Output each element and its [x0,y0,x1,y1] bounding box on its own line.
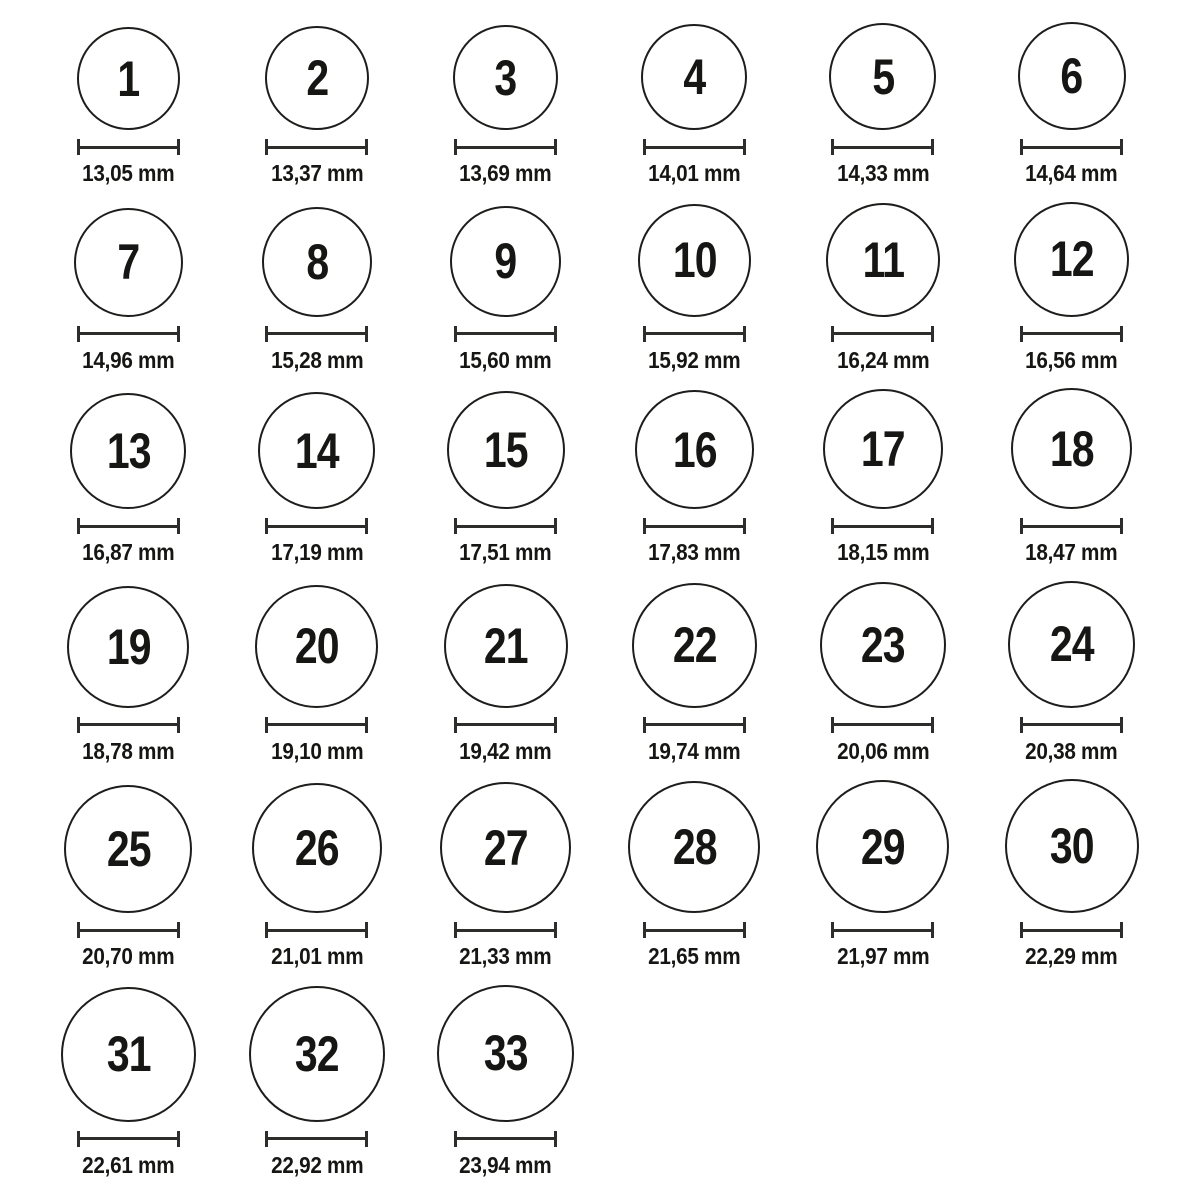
ring-size-number: 3 [494,49,517,106]
diameter-measure-line [643,717,746,733]
measure-line-bar [268,1137,365,1140]
ring-size-number: 24 [1049,616,1094,673]
measure-line-bar [834,525,931,528]
ring-size-number: 23 [860,616,905,673]
measure-line-bar [80,723,177,726]
ring-size-item [1005,779,1139,971]
measure-line-bar [834,929,931,932]
diameter-label: 15,60 mm [459,346,552,373]
diameter-label: 20,70 mm [82,943,175,970]
ring-circle [1005,779,1139,913]
measure-line-bar [457,525,554,528]
measure-line-bar [80,1137,177,1140]
diameter-measure-line [265,1131,368,1147]
diameter-measure-line [1020,922,1123,938]
measure-line-bar [834,332,931,335]
diameter-measure-line [265,717,368,733]
ring-size-item [61,987,196,1180]
diameter-measure-line [643,139,746,155]
diameter-label: 17,51 mm [459,539,552,566]
ring-circle [262,207,372,317]
diameter-measure-line [454,326,557,342]
ring-size-number: 27 [483,819,528,876]
measure-line-bar [268,146,365,149]
ring-size-item [1014,202,1129,375]
diameter-label: 19,74 mm [648,737,741,764]
ring-size-number: 29 [860,818,905,875]
ring-circle [249,986,385,1122]
measure-line-bar [457,929,554,932]
diameter-label: 15,92 mm [648,346,741,373]
measure-line-bar [80,332,177,335]
diameter-measure-line [77,326,180,342]
measure-line-bar [1023,525,1120,528]
diameter-label: 13,69 mm [459,160,552,186]
ring-size-number: 26 [294,820,339,877]
ring-size-item [826,203,940,375]
diameter-measure-line [265,139,368,155]
ring-size-item [1008,581,1135,766]
ring-circle [440,782,571,913]
diameter-label: 21,97 mm [836,943,930,970]
measure-line-bar [1023,723,1120,726]
diameter-measure-line [265,326,368,342]
ring-size-number: 9 [494,233,517,290]
diameter-measure-line [265,922,368,938]
ring-size-number: 8 [305,233,328,290]
ring-size-item [74,208,183,375]
diameter-measure-line [454,922,557,938]
ring-size-number: 5 [871,48,894,105]
diameter-label: 21,65 mm [648,943,741,970]
ring-size-item [1018,22,1126,188]
ring-size-item [70,393,186,567]
measure-line-bar [80,929,177,932]
ring-circle [638,204,751,317]
diameter-label: 22,92 mm [270,1151,364,1178]
diameter-measure-line [77,922,180,938]
measure-line-bar [646,929,743,932]
diameter-label: 14,33 mm [836,160,930,186]
ring-size-number: 1 [117,50,140,107]
measure-line-bar [646,146,743,149]
diameter-label: 18,78 mm [82,737,175,764]
diameter-measure-line [454,1131,557,1147]
ring-circle [77,27,180,130]
ring-circle [67,586,189,708]
ring-size-number: 28 [672,819,717,876]
ring-size-number: 12 [1049,231,1094,288]
ring-size-number: 31 [106,1026,151,1083]
diameter-label: 20,06 mm [836,737,930,764]
ring-size-number: 15 [483,422,528,479]
ring-size-number: 17 [860,421,905,478]
ring-size-number: 6 [1060,48,1083,104]
ring-size-item [77,27,180,188]
ring-size-number: 25 [106,821,151,878]
diameter-measure-line [831,518,934,534]
ring-circle [70,393,186,509]
measure-line-bar [457,723,554,726]
ring-size-number: 19 [106,618,151,675]
diameter-measure-line [1020,326,1123,342]
ring-circle [628,781,760,913]
ring-size-number: 10 [672,232,717,289]
ring-circle [64,785,192,913]
diameter-label: 14,96 mm [82,346,175,373]
diameter-measure-line [1020,518,1123,534]
ring-circle [823,389,943,509]
ring-size-number: 20 [294,618,339,675]
diameter-label: 13,37 mm [270,160,364,186]
ring-size-item [829,23,936,188]
ring-size-item [67,586,189,766]
ring-circle [265,26,369,130]
ring-size-number: 4 [683,49,706,105]
diameter-measure-line [831,922,934,938]
ring-size-item [440,782,571,971]
diameter-label: 18,15 mm [836,539,930,566]
diameter-label: 18,47 mm [1025,539,1118,566]
ring-size-number: 2 [305,50,328,106]
ring-size-item [265,26,369,188]
diameter-measure-line [77,1131,180,1147]
ring-size-item [638,204,751,375]
diameter-measure-line [643,326,746,342]
ring-circle [816,780,949,913]
ring-size-number: 18 [1049,420,1094,477]
diameter-label: 15,28 mm [270,346,364,373]
diameter-measure-line [831,139,934,155]
ring-size-item [437,985,574,1180]
diameter-measure-line [77,717,180,733]
measure-line-bar [646,723,743,726]
ring-size-number: 13 [106,423,151,480]
ring-size-item [64,785,192,971]
ring-circle [437,985,574,1122]
diameter-measure-line [454,518,557,534]
diameter-measure-line [454,139,557,155]
diameter-label: 23,94 mm [459,1151,552,1178]
ring-size-number: 7 [117,234,140,291]
diameter-label: 19,10 mm [270,737,364,764]
measure-line-bar [457,332,554,335]
measure-line-bar [646,332,743,335]
ring-size-item [820,582,946,766]
ring-circle [1008,581,1135,708]
ring-circle [641,24,747,130]
measure-line-bar [268,929,365,932]
ring-circle [826,203,940,317]
ring-size-item [258,392,375,567]
ring-size-item [816,780,949,971]
ring-size-item [823,389,943,567]
ring-size-number: 22 [672,617,717,674]
ring-size-item [628,781,760,971]
diameter-label: 22,29 mm [1025,943,1118,970]
diameter-label: 16,87 mm [82,539,175,566]
ring-circle [1018,22,1126,130]
ring-circle [252,783,382,913]
ring-size-item [1011,388,1132,567]
ring-circle [450,206,561,317]
diameter-label: 17,19 mm [270,539,364,566]
ring-circle [1011,388,1132,509]
diameter-measure-line [1020,139,1123,155]
diameter-label: 14,64 mm [1025,160,1118,186]
ring-size-item [255,585,378,766]
diameter-measure-line [1020,717,1123,733]
ring-size-number: 30 [1049,818,1094,875]
ring-size-item [635,390,754,567]
ring-circle [444,584,568,708]
diameter-measure-line [77,518,180,534]
diameter-label: 21,33 mm [459,943,552,970]
diameter-label: 22,61 mm [82,1151,175,1178]
diameter-measure-line [77,139,180,155]
ring-circle [820,582,946,708]
ring-size-number: 16 [672,421,717,478]
diameter-measure-line [831,326,934,342]
ring-size-item [632,583,757,766]
diameter-measure-line [831,717,934,733]
ring-circle [447,391,565,509]
ring-size-number: 33 [483,1025,528,1082]
measure-line-bar [268,723,365,726]
ring-size-number: 14 [294,422,339,479]
diameter-label: 20,38 mm [1025,737,1118,764]
ring-circle [635,390,754,509]
measure-line-bar [1023,332,1120,335]
diameter-measure-line [643,518,746,534]
ring-size-item [453,25,558,188]
ring-circle [255,585,378,708]
ring-circle [74,208,183,317]
ring-size-item [641,24,747,188]
measure-line-bar [268,332,365,335]
measure-line-bar [457,1137,554,1140]
measure-line-bar [646,525,743,528]
diameter-label: 13,05 mm [82,160,175,186]
diameter-label: 21,01 mm [270,943,364,970]
ring-size-number: 32 [294,1025,339,1082]
ring-circle [61,987,196,1122]
ring-size-item [252,783,382,971]
measure-line-bar [80,146,177,149]
ring-size-item [249,986,385,1180]
ring-circle [1014,202,1129,317]
diameter-label: 17,83 mm [648,539,741,566]
measure-line-bar [834,723,931,726]
diameter-label: 19,42 mm [459,737,552,764]
measure-line-bar [1023,146,1120,149]
diameter-measure-line [454,717,557,733]
ring-size-number: 11 [862,231,904,288]
ring-circle [258,392,375,509]
diameter-label: 16,24 mm [836,346,930,373]
measure-line-bar [1023,929,1120,932]
diameter-label: 16,56 mm [1025,346,1118,373]
measure-line-bar [80,525,177,528]
ring-size-item [262,207,372,375]
ring-size-number: 21 [483,617,528,674]
ring-size-item [447,391,565,567]
measure-line-bar [268,525,365,528]
ring-circle [632,583,757,708]
measure-line-bar [834,146,931,149]
measure-line-bar [457,146,554,149]
diameter-measure-line [265,518,368,534]
diameter-measure-line [643,922,746,938]
ring-size-item [450,206,561,375]
ring-circle [829,23,936,130]
ring-circle [453,25,558,130]
diameter-label: 14,01 mm [648,160,741,186]
ring-size-item [444,584,568,766]
